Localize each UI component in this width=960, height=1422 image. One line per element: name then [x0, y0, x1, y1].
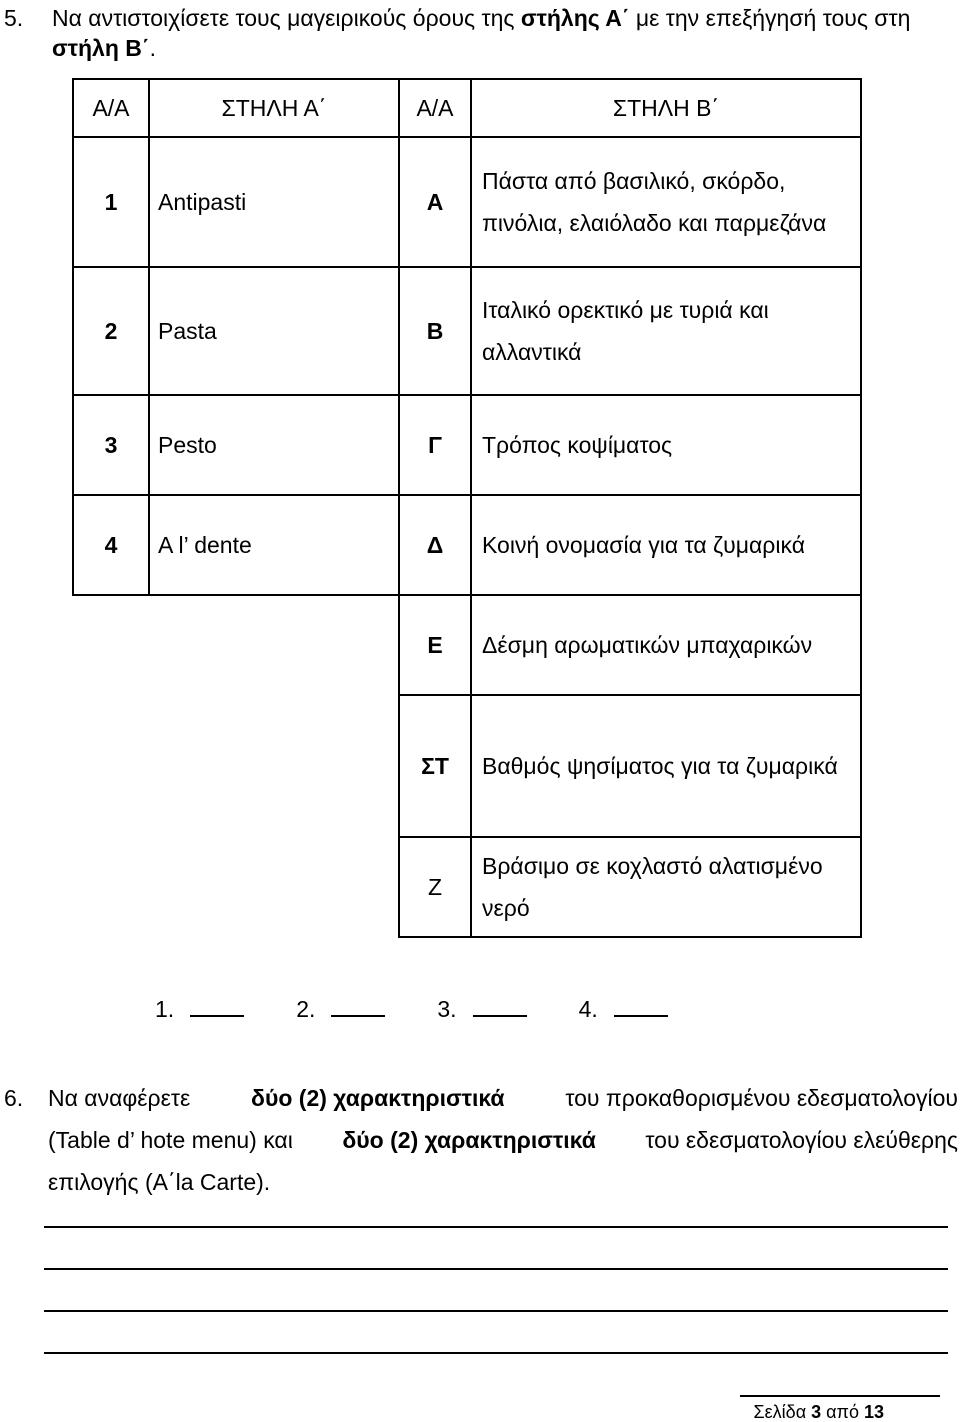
row-number-empty: [73, 695, 149, 837]
table-row: [73, 395, 861, 495]
question-6-line-1: [4, 1077, 958, 1119]
row-number: 3: [73, 395, 149, 495]
row-term-empty: [149, 595, 399, 695]
answer-label: 3.: [437, 996, 457, 1022]
row-letter: ΣΤ: [399, 695, 471, 837]
row-term: Pasta: [149, 267, 399, 395]
table-row: [73, 267, 861, 395]
answer-label: 2.: [296, 996, 316, 1022]
row-letter: Δ: [399, 495, 471, 595]
footer-middle: από: [821, 1402, 864, 1422]
question-6-bold-2: δύο (2) χαρακτηριστικά: [342, 1127, 596, 1153]
header-column-b: ΣΤΗΛΗ Β΄: [471, 79, 861, 137]
question-6-line-1-text: [48, 1077, 958, 1119]
answer-writing-line[interactable]: [44, 1226, 948, 1228]
row-term: Antipasti: [149, 137, 399, 267]
row-number: 2: [73, 267, 149, 395]
table-row: [73, 495, 861, 595]
table-row: [73, 137, 861, 267]
question-5-bold-a: στήλης Α΄: [520, 5, 630, 31]
question-5-number: 5.: [4, 5, 24, 31]
row-letter: Γ: [399, 395, 471, 495]
answer-item: [296, 995, 385, 1023]
answer-item: [579, 995, 668, 1023]
matching-table: [72, 78, 862, 938]
row-description: Κοινή ονομασία για τα ζυμαρικά: [471, 495, 861, 595]
answer-label: 4.: [578, 996, 598, 1022]
question-6-line-2: [4, 1119, 958, 1161]
row-term: A l’ dente: [149, 495, 399, 595]
footer-divider: [740, 1395, 940, 1397]
row-description: Βράσιμο σε κοχλαστό αλατισμένο νερό: [471, 837, 861, 937]
row-description: Τρόπος κοψίματος: [471, 395, 861, 495]
question-6-line-3: επιλογής (A΄la Carte).: [48, 1169, 271, 1195]
row-description: Βαθμός ψησίματος για τα ζυμαρικά: [471, 695, 861, 837]
answer-writing-line[interactable]: [44, 1310, 948, 1312]
row-number-empty: [73, 837, 149, 937]
question-5-bold-b: στήλη Β΄: [52, 35, 150, 61]
question-5-line-2: [52, 34, 156, 62]
answer-item: [437, 995, 526, 1023]
row-letter: Ε: [399, 595, 471, 695]
answer-item: [155, 995, 244, 1023]
question-5-line-1: [4, 4, 910, 32]
answer-writing-line[interactable]: [44, 1268, 948, 1270]
row-number: 1: [73, 137, 149, 267]
header-column-a: ΣΤΗΛΗ Α΄: [149, 79, 399, 137]
row-description: Πάστα από βασιλικό, σκόρδο, πινόλια, ελαιόλαδο και παρμεζάνα: [471, 137, 861, 267]
table-row: [73, 695, 861, 837]
question-5-text-b: με την επεξήγησή τους στη: [629, 5, 911, 31]
question-6-number: 6.: [4, 1085, 24, 1111]
question-6-text-3: (Table d’ hote menu) και: [48, 1127, 293, 1153]
question-6-text-1: Να αναφέρετε: [48, 1085, 191, 1111]
table-header-row: [73, 79, 861, 137]
row-term-empty: [149, 837, 399, 937]
row-letter: Ζ: [399, 837, 471, 937]
question-6-text-2: του προκαθορισμένου εδεσματολογίου: [565, 1085, 958, 1111]
answer-blank-field[interactable]: [190, 997, 244, 1017]
header-aa-a: Α/Α: [73, 79, 149, 137]
answer-label: 1.: [155, 996, 175, 1022]
answer-blanks: [155, 995, 720, 1023]
footer-page-number: 3: [811, 1402, 822, 1422]
row-term: Pesto: [149, 395, 399, 495]
row-letter: Α: [399, 137, 471, 267]
answer-blank-field[interactable]: [473, 997, 527, 1017]
footer-prefix: Σελίδα: [753, 1402, 812, 1422]
answer-writing-line[interactable]: [44, 1352, 948, 1354]
table-row: [73, 837, 861, 937]
question-6-text-4: του εδεσματολογίου ελεύθερης: [645, 1127, 958, 1153]
row-number: 4: [73, 495, 149, 595]
answer-blank-field[interactable]: [614, 997, 668, 1017]
header-aa-b: Α/Α: [399, 79, 471, 137]
row-letter: Β: [399, 267, 471, 395]
question-5-text-c: .: [149, 35, 156, 61]
row-description: Ιταλικό ορεκτικό με τυριά και αλλαντικά: [471, 267, 861, 395]
row-description: Δέσμη αρωματικών μπαχαρικών: [471, 595, 861, 695]
page-footer: [754, 1402, 884, 1422]
question-5-text-a: Να αντιστοιχίσετε τους μαγειρικούς όρους της: [52, 5, 521, 31]
row-term-empty: [149, 695, 399, 837]
question-6-bold-1: δύο (2) χαρακτηριστικά: [251, 1085, 505, 1111]
question-6: [4, 1077, 958, 1203]
table-row: [73, 595, 861, 695]
answer-blank-field[interactable]: [331, 997, 385, 1017]
footer-total-pages: 13: [863, 1402, 884, 1422]
row-number-empty: [73, 595, 149, 695]
